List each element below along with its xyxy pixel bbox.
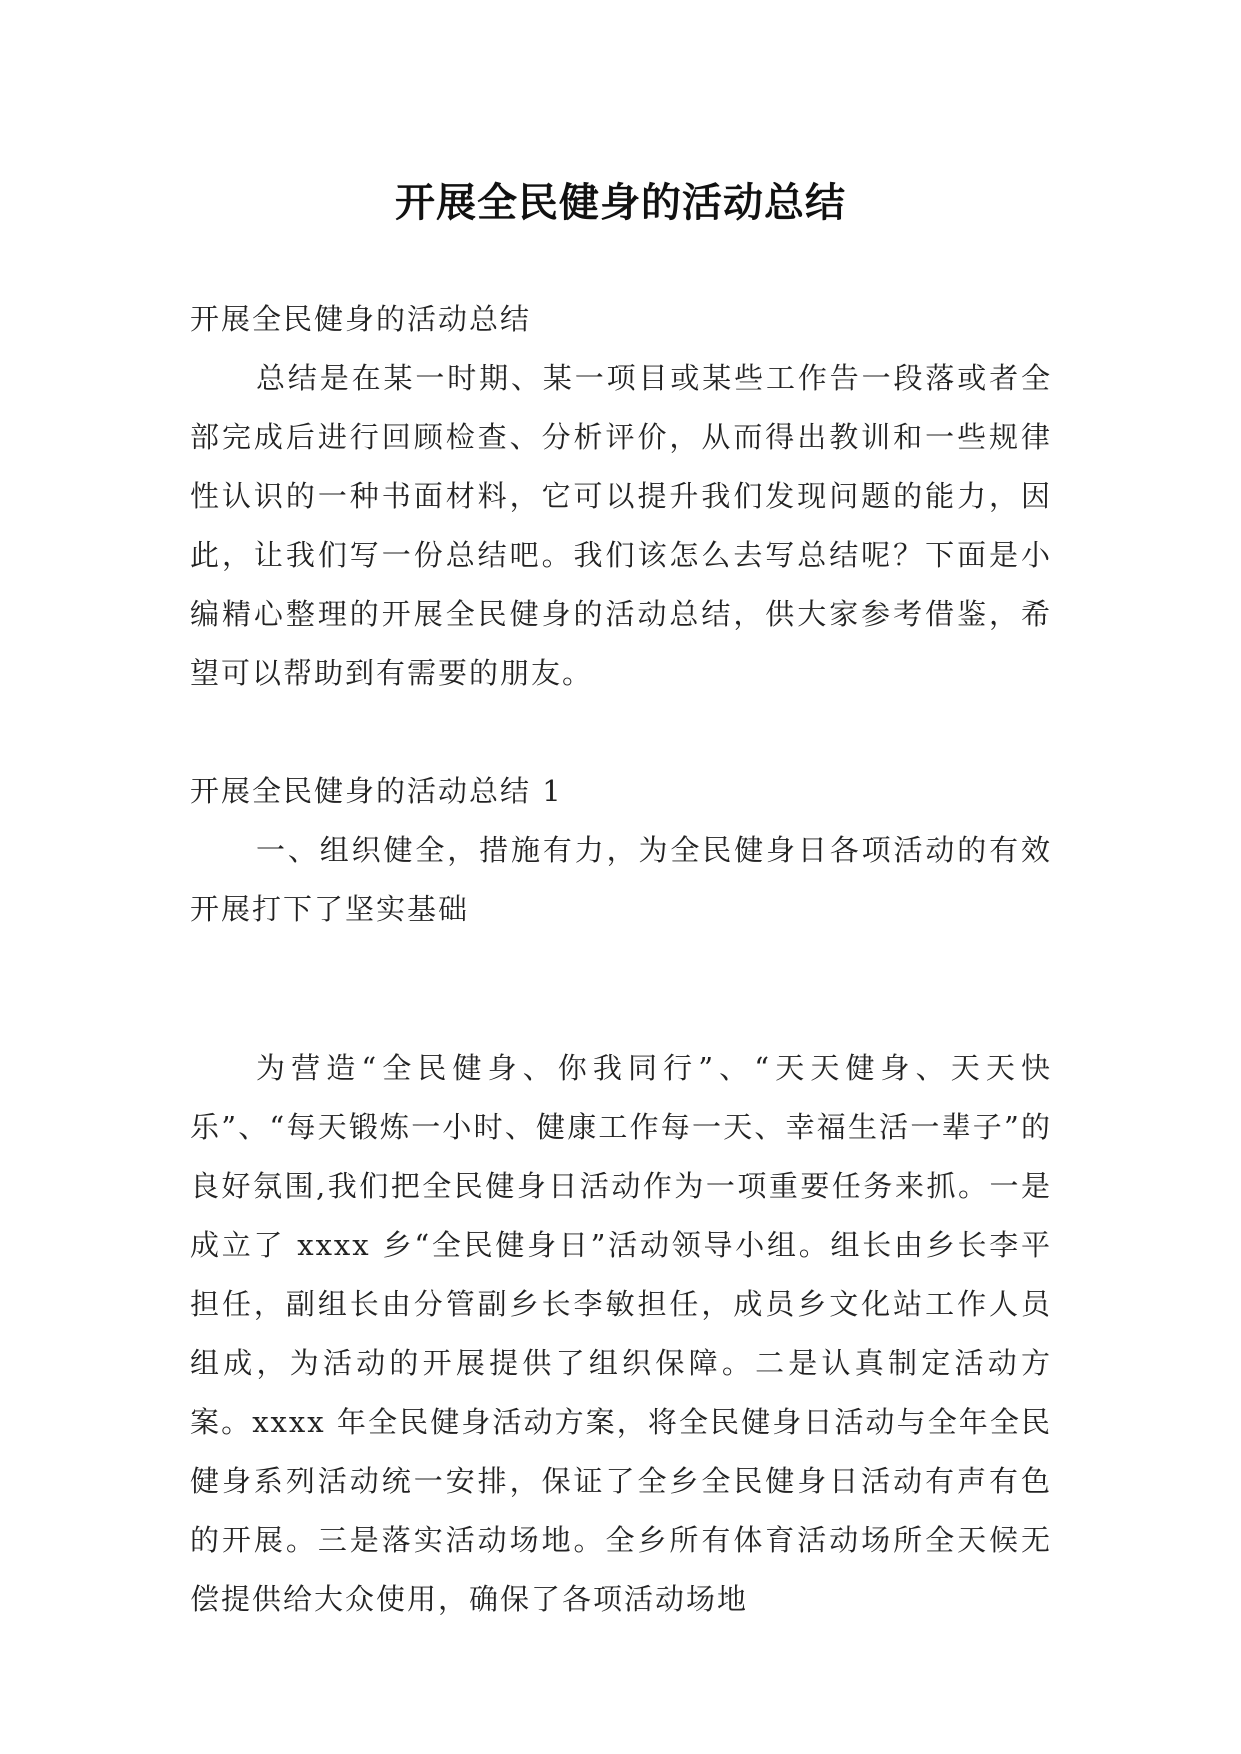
document-subtitle: 开展全民健身的活动总结: [190, 302, 532, 336]
document-body: [190, 290, 1052, 1629]
document-title: 开展全民健身的活动总结: [395, 179, 846, 226]
body-paragraph: 为营造“全民健身、你我同行”、“天天健身、天天快乐”、“每天锻炼一小时、健康工作每一天、幸福生活一辈子”的良好氛围,我们把全民健身日活动作为一项重要任务来抓。一是成立了 xxxx 乡“全民健身日”活动领导小组。组长由乡长李平担任，副组长由分管副乡长李敏担任，成员乡文化站工作人员组成，为活动的开展提供了组织保障。二是认真制定活动方案。xxxx 年全民健身活动方案，将全民健身日活动与全年全民健身系列活动统一安排，保证了全乡全民健身日活动有声有色的开展。三是落实活动场地。全乡所有体育活动场所全天候无偿提供给大众使用，确保了各项活动场地: [190, 1051, 1052, 1616]
section-heading: 开展全民健身的活动总结 1: [190, 774, 563, 808]
intro-paragraph: 总结是在某一时期、某一项目或某些工作告一段落或者全部完成后进行回顾检查、分析评价，从而得出教训和一些规律性认识的一种书面材料，它可以提升我们发现问题的能力，因此，让我们写一份总结吧。我们该怎么去写总结呢？下面是小编精心整理的开展全民健身的活动总结，供大家参考借鉴，希望可以帮助到有需要的朋友。: [190, 361, 1052, 690]
point-one-paragraph: 一、组织健全，措施有力，为全民健身日各项活动的有效开展打下了坚实基础: [190, 833, 1052, 926]
